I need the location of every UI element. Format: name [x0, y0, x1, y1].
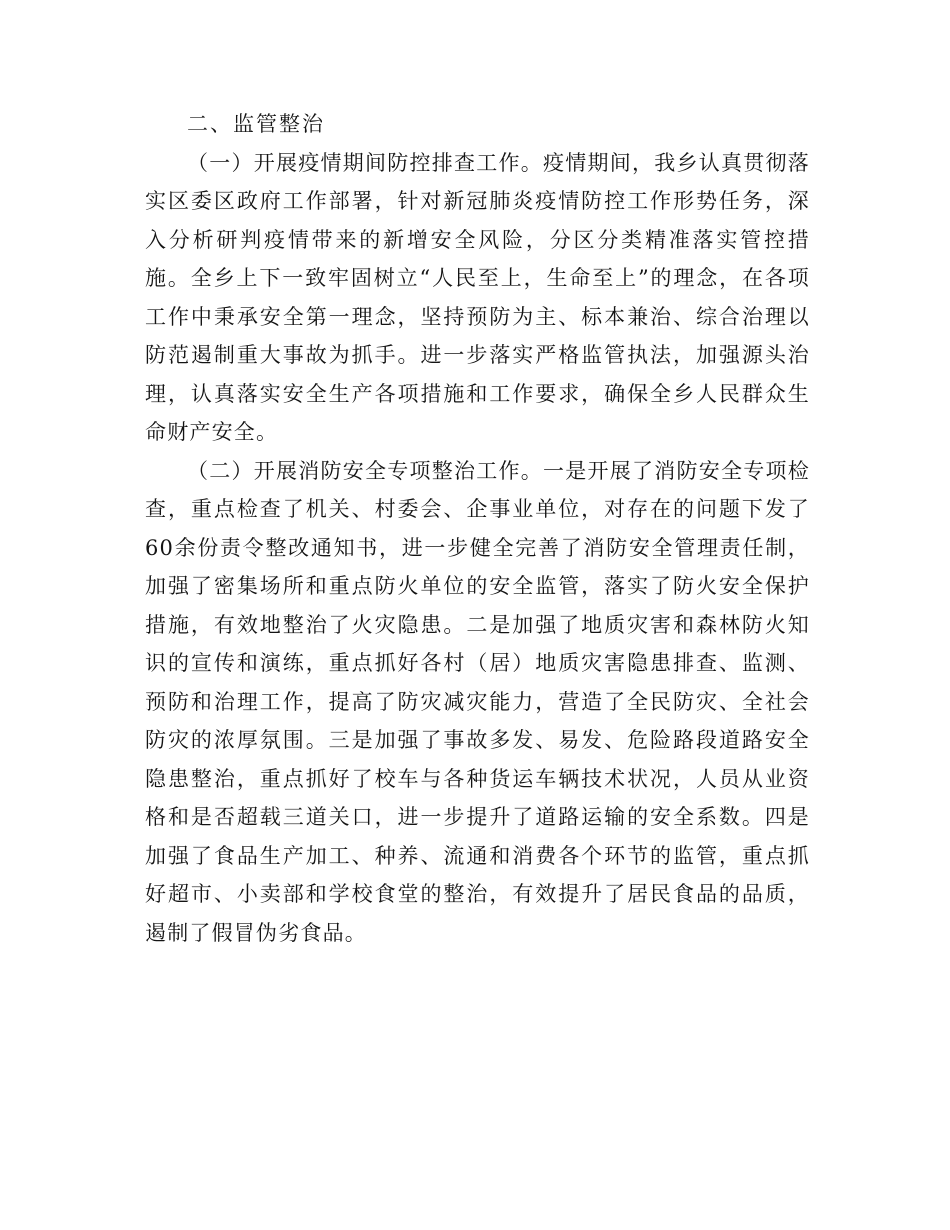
- paragraph-fire-safety-rectification: （二）开展消防安全专项整治工作。一是开展了消防安全专项检查，重点检查了机关、村委会、企事业单位，对存在的问题下发了60余份责令整改通知书，进一步健全完善了消防安全管理责任制，加强了密集场所和重点防火单位的安全监管，落实了防火安全保护措施，有效地整治了火灾隐患。二是加强了地质灾害和森林防火知识的宣传和演练，重点抓好各村（居）地质灾害隐患排查、监测、预防和治理工作，提高了防灾减灾能力，营造了全民防灾、全社会防灾的浓厚氛围。三是加强了事故多发、易发、危险路段道路安全隐患整治，重点抓好了校车与各种货运车辆技术状况，人员从业资格和是否超载三道关口，进一步提升了道路运输的安全系数。四是加强了食品生产加工、种养、流通和消费各个环节的监管，重点抓好超市、小卖部和学校食堂的整治，有效提升了居民食品的品质，遏制了假冒伪劣食品。: [145, 458, 810, 945]
- paragraph-epidemic-inspection: （一）开展疫情期间防控排查工作。疫情期间，我乡认真贯彻落实区委区政府工作部署，针对新冠肺炎疫情防控工作形势任务，深入分析研判疫情带来的新增安全风险，分区分类精准落实管控措施。全乡上下一致牢固树立“人民至上，生命至上”的理念，在各项工作中秉承安全第一理念，坚持预防为主、标本兼治、综合治理以防范遏制重大事故为抓手。进一步落实严格监管执法，加强源头治理，认真落实安全生产各项措施和工作要求，确保全乡人民群众生命财产安全。: [145, 150, 810, 444]
- document-body: [145, 105, 810, 952]
- section-heading: 二、监管整治: [187, 112, 325, 136]
